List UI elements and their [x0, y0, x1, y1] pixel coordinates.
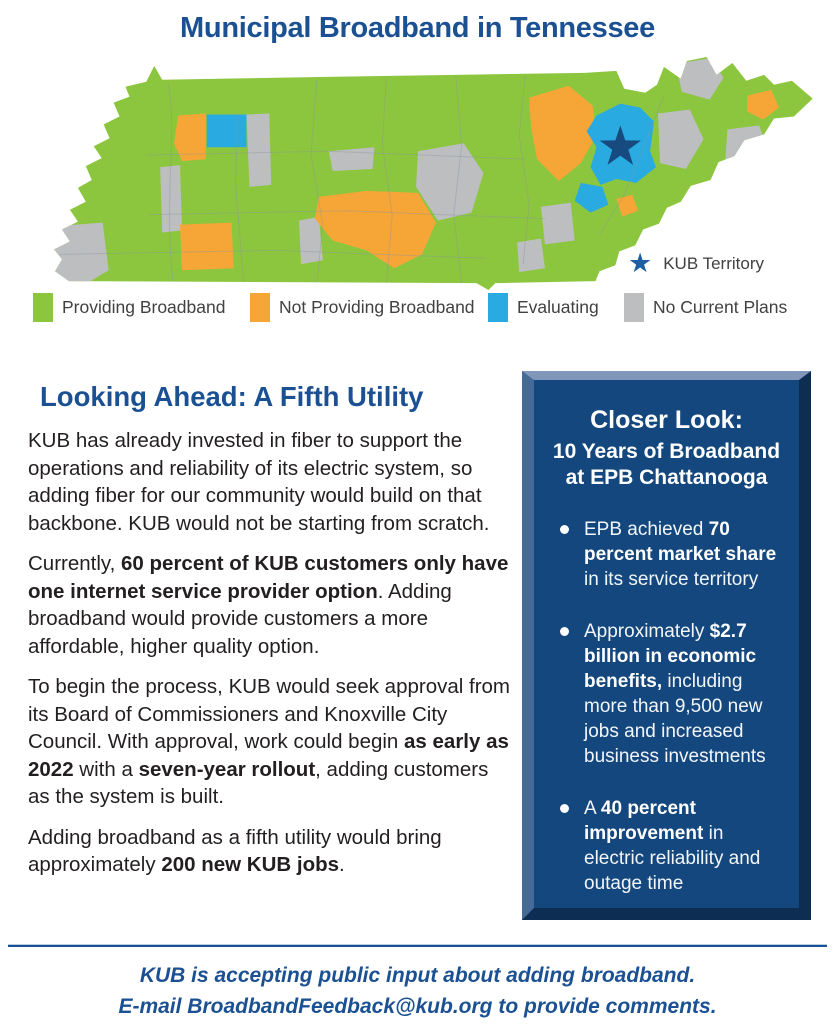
paragraph-fiber-investment: KUB has already invested in fiber to support the operations and reliability of its electric system, so adding fiber for our community would build on that backbone. KUB would not be starting from scratch. [28, 429, 490, 535]
legend-item-providing [33, 293, 225, 322]
section-heading: Looking Ahead: A Fifth Utility [40, 381, 424, 412]
paragraph-provider-options: Currently, 60 percent of KUB customers only have one internet service provider option. Adding broadband would provide customers a more affordable, higher quality option. [28, 552, 509, 658]
closer-look-title: Closer Look: [590, 406, 743, 434]
closer-look-bullet-list [552, 517, 781, 896]
closer-look-subtitle: 10 Years of Broadband at EPB Chattanooga [552, 440, 781, 489]
footer-line-1: KUB is accepting public input about adding broadband. [139, 964, 696, 987]
closer-look-panel [522, 371, 811, 920]
kub-territory-label: KUB Territory [663, 253, 764, 273]
bullet-reliability-improvement: A 40 percent improvement in electric reliability and outage time [558, 796, 779, 896]
legend-item-no-plans [624, 293, 787, 322]
legend-item-not-providing [250, 293, 475, 322]
bullet-market-share: EPB achieved 70 percent market share in its service territory [558, 517, 779, 592]
body-text-column [28, 427, 514, 892]
legend-swatch-blue [488, 293, 508, 322]
footer-divider [8, 944, 827, 947]
legend-swatch-gray [624, 293, 644, 322]
star-icon: ★ [628, 248, 653, 278]
bullet-economic-benefits: Approximately $2.7 billion in economic benefits, including more than 9,500 new jobs and increased business investments [558, 619, 779, 769]
legend-label: Not Providing Broadband [279, 297, 475, 317]
paragraph-new-jobs: Adding broadband as a fifth utility would bring approximately 200 new KUB jobs. [28, 825, 442, 876]
legend-label: Evaluating [517, 297, 599, 317]
paragraph-approval-process: To begin the process, KUB would seek approval from its Board of Commissioners and Knoxville City Council. With approval, work could begin as early as 2022 with a seven-year rollout, adding customers as the system is built. [28, 675, 511, 808]
page-title: Municipal Broadband in Tennessee [180, 12, 655, 44]
map-legend [0, 293, 835, 327]
legend-label: Providing Broadband [62, 297, 226, 317]
footer-line-2: E-mail BroadbandFeedback@kub.org to provide comments. [118, 995, 717, 1018]
kub-territory-legend [628, 250, 764, 277]
legend-swatch-green [33, 293, 53, 322]
legend-item-evaluating [488, 293, 599, 322]
legend-swatch-orange [250, 293, 270, 322]
legend-label: No Current Plans [653, 297, 788, 317]
footer-feedback-text [0, 960, 835, 1022]
closer-look-content [534, 380, 799, 896]
